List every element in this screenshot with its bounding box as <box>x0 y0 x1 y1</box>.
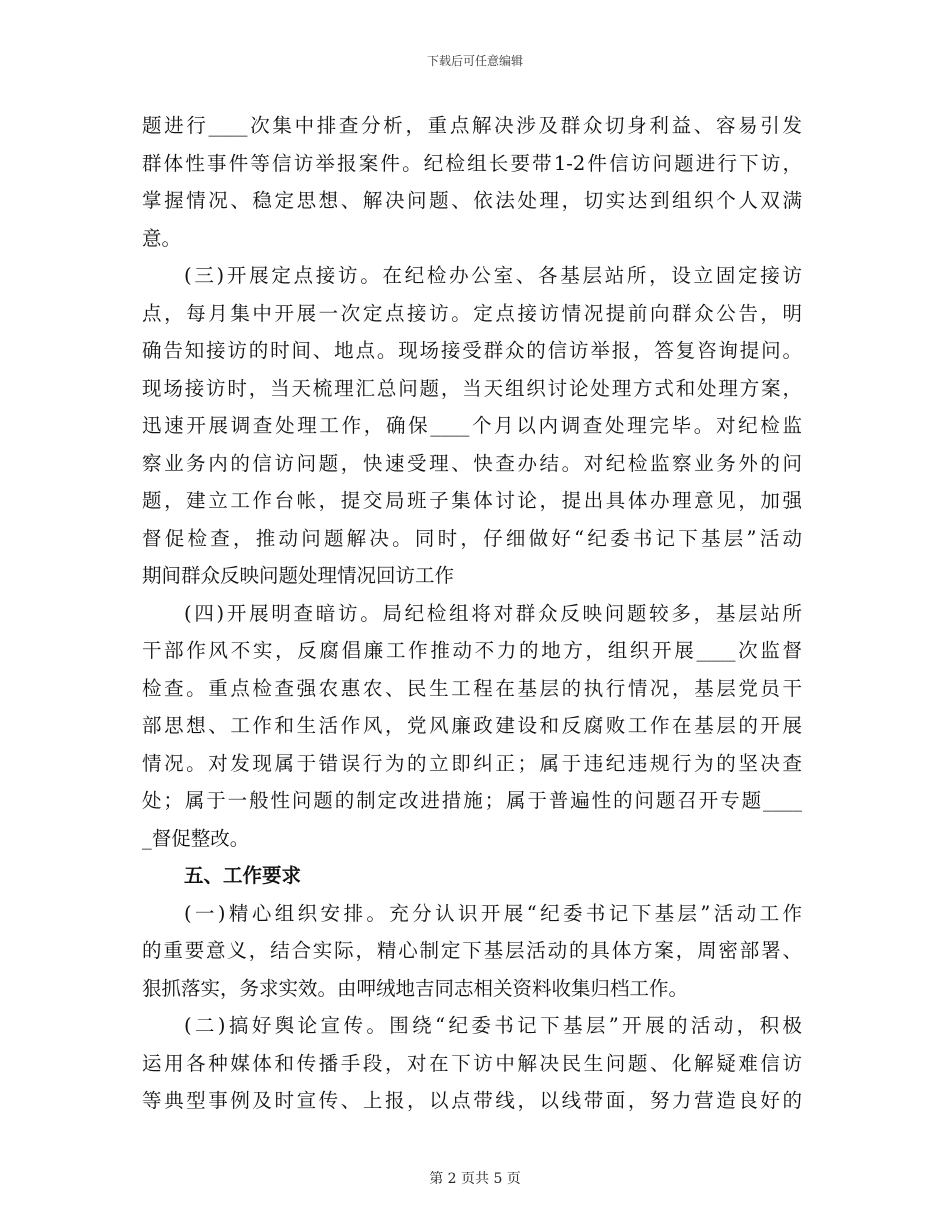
text-line: 狠抓落实，务求实效。由呷绒地吉同志相关资料收集归档工作。 <box>142 976 689 1000</box>
text-line: _督促整改。 <box>142 826 250 850</box>
text-line: 处；属于一般性问题的制定改进措施；属于普遍性的问题召开专题____ <box>142 789 802 812</box>
paragraph-start-line: (四)开展明查暗访。局纪检组将对群众反映问题较多，基层站所 <box>184 601 802 625</box>
text-line: 掌握情况、稳定思想、解决问题、依法处理，切实达到组织个人双满 <box>142 189 802 212</box>
page-number: 第 2 页共 5 页 <box>429 1171 521 1187</box>
text-line: 运用各种媒体和传播手段，对在下访中解决民生问题、化解疑难信访 <box>142 1051 802 1075</box>
text-line: 督促检查，推动问题解决。同时，仔细做好“纪委书记下基层”活动 <box>142 526 802 550</box>
text-line: 干部作风不实，反腐倡廉工作推动不力的地方，组织开展____次监督 <box>142 639 802 662</box>
text-line: 情况。对发现属于错误行为的立即纠正；属于违纪违规行为的坚决查 <box>142 751 802 775</box>
text-line: 点，每月集中开展一次定点接访。定点接访情况提前向群众公告，明 <box>142 301 802 325</box>
text-line: 部思想、工作和生活作风，党风廉政建设和反腐败工作在基层的开展 <box>142 714 802 737</box>
text-line: 期间群众反映问题处理情况回访工作 <box>142 564 455 587</box>
text-line: 题进行____次集中排查分析，重点解决涉及群众切身利益、容易引发 <box>142 114 802 137</box>
text-line: 察业务内的信访问题，快速受理、快查办结。对纪检监察业务外的问 <box>142 451 802 475</box>
paragraph-start-line: (一)精心组织安排。充分认识开展“纪委书记下基层”活动工作 <box>184 901 802 925</box>
text-line: 题，建立工作台帐，提交局班子集体讨论，提出具体办理意见，加强 <box>142 489 802 512</box>
text-line: 群体性事件等信访举报案件。纪检组长要带1-2件信访问题进行下访， <box>142 151 802 175</box>
text-line: 的重要意义，结合实际，精心制定下基层活动的具体方案，周密部署、 <box>142 939 802 962</box>
paragraph-start-line: (二)搞好舆论宣传。围绕“纪委书记下基层”开展的活动，积极 <box>184 1014 802 1037</box>
text-line: 现场接访时，当天梳理汇总问题，当天组织讨论处理方式和处理方案， <box>142 376 802 400</box>
text-line: 迅速开展调查处理工作，确保____个月以内调查处理完毕。对纪检监 <box>142 414 802 437</box>
text-line: 确告知接访的时间、地点。现场接受群众的信访举报，答复咨询提问。 <box>142 339 802 362</box>
section-heading: 五、工作要求 <box>184 864 302 887</box>
text-line: 检查。重点检查强农惠农、民生工程在基层的执行情况，基层党员干 <box>142 676 802 700</box>
paragraph-start-line: (三)开展定点接访。在纪检办公室、各基层站所，设立固定接访 <box>184 264 802 287</box>
document-body <box>142 107 802 1120</box>
page-header: 下载后可任意编辑 <box>426 54 523 68</box>
text-line: 等典型事例及时宣传、上报，以点带线，以线带面，努力营造良好的 <box>142 1089 802 1112</box>
text-line: 意。 <box>142 226 182 250</box>
